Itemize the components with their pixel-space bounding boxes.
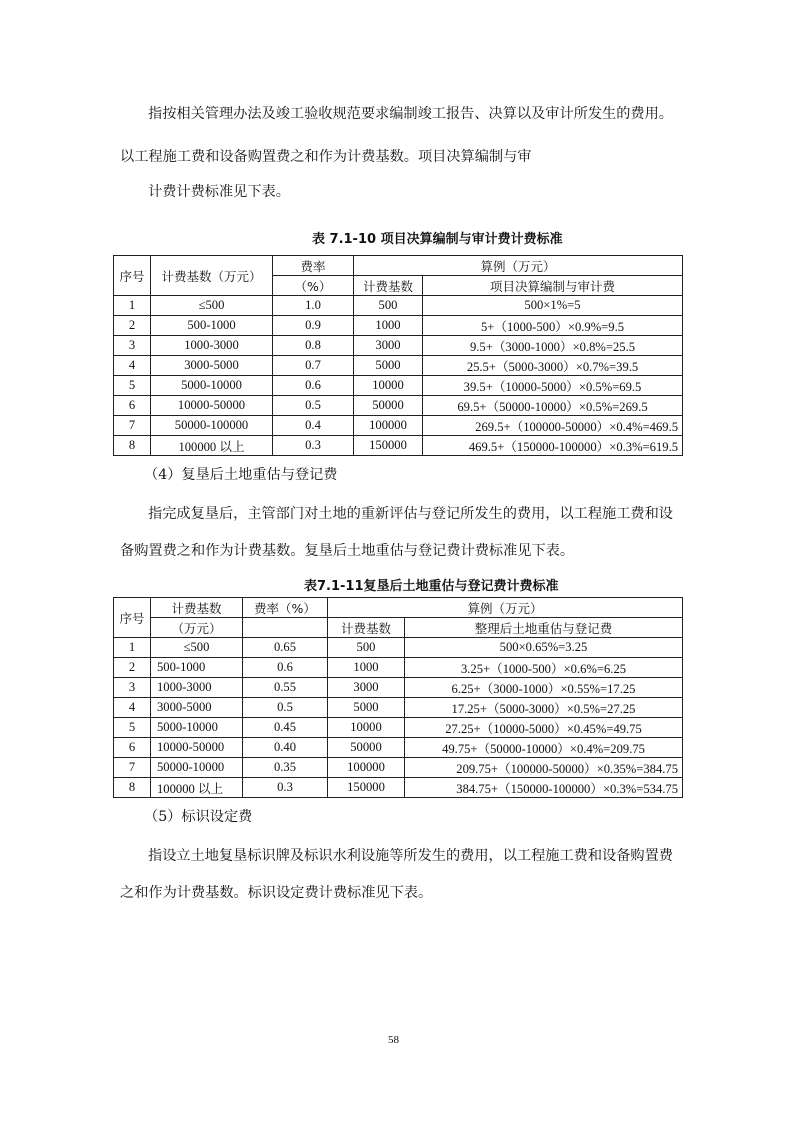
cell-calc: 209.75+（100000-50000）×0.35%=384.75 <box>405 758 683 778</box>
cell-example-base: 50000 <box>328 738 405 758</box>
cell-base: ≤500 <box>151 296 273 316</box>
paragraph-7: （5）标识设定费 <box>144 809 253 825</box>
header-example-fee: 项目决算编制与审计费 <box>423 276 683 296</box>
cell-rate: 0.55 <box>243 678 328 698</box>
cell-calc: 3.25+（1000-500）×0.6%=6.25 <box>405 658 683 678</box>
cell-example-base: 3000 <box>354 336 423 356</box>
cell-example-base: 1000 <box>328 658 405 678</box>
cell-seq: 4 <box>114 698 151 718</box>
table-row <box>114 356 683 376</box>
header-seq: 序号 <box>114 256 151 296</box>
paragraph-5: 指完成复垦后，主管部门对土地的重新评估与登记所发生的费用，以工程施工费和设 <box>148 506 673 522</box>
table-row <box>114 316 683 336</box>
cell-seq: 1 <box>114 296 151 316</box>
cell-base: 1000-3000 <box>151 678 243 698</box>
cell-seq: 2 <box>114 658 151 678</box>
paragraph-3: 计费计费标准见下表。 <box>148 184 290 200</box>
cell-example-base: 3000 <box>328 678 405 698</box>
cell-example-base: 5000 <box>328 698 405 718</box>
paragraph-9: 之和作为计费基数。标识设定费计费标准见下表。 <box>120 885 433 901</box>
table-row <box>114 296 683 316</box>
table-2-caption: 表7.1-11复垦后土地重估与登记费计费标准 <box>304 579 559 594</box>
cell-rate: 0.5 <box>243 698 328 718</box>
cell-calc: 500×1%=5 <box>423 296 683 316</box>
paragraph-2: 以工程施工费和设备购置费之和作为计费基数。项目决算编制与审 <box>120 149 532 165</box>
header-example: 算例（万元） <box>354 256 683 276</box>
cell-seq: 5 <box>114 718 151 738</box>
cell-calc: 39.5+（10000-5000）×0.5%=69.5 <box>423 376 683 396</box>
header-rate-empty <box>243 618 328 638</box>
header-example-fee: 整理后土地重估与登记费 <box>405 618 683 638</box>
cell-calc: 25.5+（5000-3000）×0.7%=39.5 <box>423 356 683 376</box>
cell-seq: 8 <box>114 436 151 456</box>
table-row <box>114 336 683 356</box>
cell-rate: 0.40 <box>243 738 328 758</box>
table-row <box>114 778 683 798</box>
cell-seq: 3 <box>114 336 151 356</box>
paragraph-8: 指设立土地复垦标识牌及标识水利设施等所发生的费用，以工程施工费和设备购置费 <box>148 848 673 864</box>
table-2 <box>113 597 683 798</box>
header-seq: 序号 <box>114 598 151 638</box>
header-example-base: 计费基数 <box>328 618 405 638</box>
table-2-header-row-2 <box>114 618 683 638</box>
header-rate-line2: （%） <box>273 276 354 296</box>
table-row <box>114 738 683 758</box>
cell-rate: 0.3 <box>273 436 354 456</box>
header-rate: 费率（%） <box>243 598 328 618</box>
cell-example-base: 100000 <box>354 416 423 436</box>
cell-base: 1000-3000 <box>151 336 273 356</box>
cell-base: 3000-5000 <box>151 356 273 376</box>
header-base: 计费基数（万元） <box>151 256 273 296</box>
paragraph-6: 备购置费之和作为计费基数。复垦后土地重估与登记费计费标准见下表。 <box>120 543 575 559</box>
cell-rate: 0.8 <box>273 336 354 356</box>
cell-base: ≤500 <box>151 638 243 658</box>
cell-example-base: 500 <box>354 296 423 316</box>
cell-base: 10000-50000 <box>151 396 273 416</box>
cell-base: 100000 以上 <box>151 778 243 798</box>
page-number: 58 <box>388 1034 399 1046</box>
cell-example-base: 100000 <box>328 758 405 778</box>
cell-example-base: 500 <box>328 638 405 658</box>
cell-example-base: 10000 <box>354 376 423 396</box>
cell-base: 500-1000 <box>151 658 243 678</box>
table-1-caption: 表 7.1-10 项目决算编制与审计费计费标准 <box>312 232 563 247</box>
cell-calc: 469.5+（150000-100000）×0.3%=619.5 <box>423 436 683 456</box>
cell-example-base: 150000 <box>354 436 423 456</box>
cell-calc: 9.5+（3000-1000）×0.8%=25.5 <box>423 336 683 356</box>
cell-example-base: 1000 <box>354 316 423 336</box>
paragraph-1: 指按相关管理办法及竣工验收规范要求编制竣工报告、决算以及审计所发生的费用。 <box>148 106 673 122</box>
cell-rate: 0.9 <box>273 316 354 336</box>
cell-calc: 5+（1000-500）×0.9%=9.5 <box>423 316 683 336</box>
cell-rate: 0.65 <box>243 638 328 658</box>
cell-base: 100000 以上 <box>151 436 273 456</box>
cell-calc: 384.75+（150000-100000）×0.3%=534.75 <box>405 778 683 798</box>
cell-seq: 7 <box>114 758 151 778</box>
cell-seq: 3 <box>114 678 151 698</box>
table-row <box>114 416 683 436</box>
cell-rate: 0.4 <box>273 416 354 436</box>
cell-seq: 1 <box>114 638 151 658</box>
cell-rate: 0.7 <box>273 356 354 376</box>
cell-calc: 49.75+（50000-10000）×0.4%=209.75 <box>405 738 683 758</box>
header-rate-line1: 费率 <box>273 256 354 276</box>
cell-seq: 6 <box>114 738 151 758</box>
table-row <box>114 678 683 698</box>
cell-seq: 8 <box>114 778 151 798</box>
table-2-header-row-1 <box>114 598 683 618</box>
cell-example-base: 5000 <box>354 356 423 376</box>
cell-base: 3000-5000 <box>151 698 243 718</box>
table-row <box>114 376 683 396</box>
cell-rate: 0.45 <box>243 718 328 738</box>
table-1 <box>113 255 683 456</box>
paragraph-4: （4）复垦后土地重估与登记费 <box>144 467 338 483</box>
header-base-line2: （万元） <box>151 618 243 638</box>
cell-base: 50000-10000 <box>151 758 243 778</box>
cell-seq: 4 <box>114 356 151 376</box>
cell-seq: 6 <box>114 396 151 416</box>
cell-seq: 5 <box>114 376 151 396</box>
table-1-header-row-1 <box>114 256 683 276</box>
cell-base: 5000-10000 <box>151 718 243 738</box>
header-base-line1: 计费基数 <box>151 598 243 618</box>
cell-seq: 2 <box>114 316 151 336</box>
cell-rate: 0.35 <box>243 758 328 778</box>
cell-rate: 0.5 <box>273 396 354 416</box>
cell-rate: 1.0 <box>273 296 354 316</box>
table-row <box>114 436 683 456</box>
cell-calc: 17.25+（5000-3000）×0.5%=27.25 <box>405 698 683 718</box>
table-row <box>114 638 683 658</box>
table-row <box>114 658 683 678</box>
table-row <box>114 698 683 718</box>
table-row <box>114 718 683 738</box>
cell-example-base: 10000 <box>328 718 405 738</box>
cell-calc: 69.5+（50000-10000）×0.5%=269.5 <box>423 396 683 416</box>
cell-base: 5000-10000 <box>151 376 273 396</box>
header-example: 算例（万元） <box>328 598 683 618</box>
cell-rate: 0.6 <box>243 658 328 678</box>
cell-calc: 500×0.65%=3.25 <box>405 638 683 658</box>
cell-rate: 0.6 <box>273 376 354 396</box>
cell-example-base: 50000 <box>354 396 423 416</box>
cell-calc: 27.25+（10000-5000）×0.45%=49.75 <box>405 718 683 738</box>
table-row <box>114 758 683 778</box>
table-row <box>114 396 683 416</box>
header-example-base: 计费基数 <box>354 276 423 296</box>
cell-seq: 7 <box>114 416 151 436</box>
cell-base: 50000-100000 <box>151 416 273 436</box>
cell-calc: 269.5+（100000-50000）×0.4%=469.5 <box>423 416 683 436</box>
cell-base: 10000-50000 <box>151 738 243 758</box>
cell-calc: 6.25+（3000-1000）×0.55%=17.25 <box>405 678 683 698</box>
cell-rate: 0.3 <box>243 778 328 798</box>
cell-example-base: 150000 <box>328 778 405 798</box>
cell-base: 500-1000 <box>151 316 273 336</box>
